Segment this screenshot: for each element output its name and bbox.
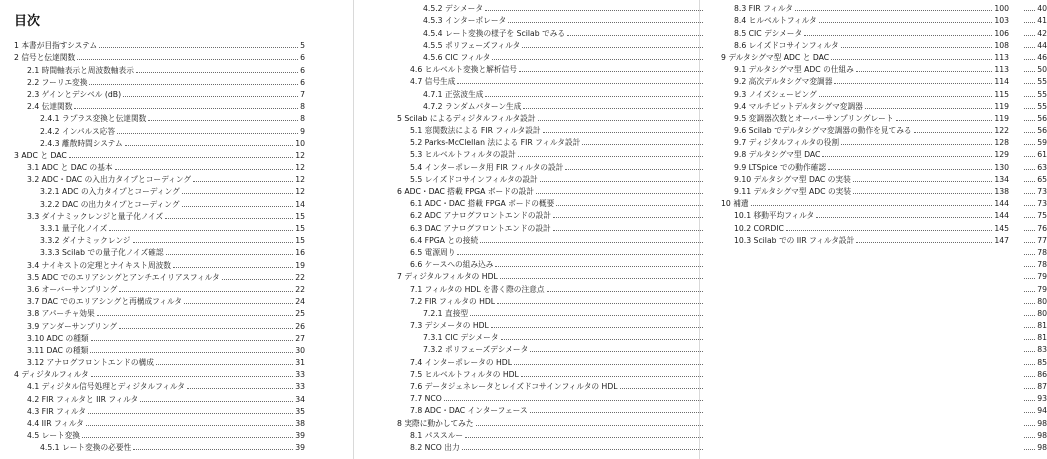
toc-entry-label: 4.5.4 レート変換の様子を Scilab でみる [423, 28, 566, 38]
toc-entry-label: 9.10 デルタシグマ型 DAC の実装 [734, 174, 851, 184]
toc-page-number: 27 [295, 333, 305, 343]
toc-entry-label: 9.7 ディジタルフィルタの役割 [734, 138, 840, 148]
toc-dot-leader [133, 449, 293, 450]
toc-entry-label: 5.4 インターポレータ用 FIR フィルタの設計 [410, 162, 564, 172]
toc-section-entry[interactable] [14, 306, 305, 318]
toc-dot-leader [90, 352, 293, 353]
toc-dot-leader [156, 364, 293, 365]
toc-dot-leader [182, 206, 294, 207]
toc-section-entry[interactable] [14, 416, 305, 428]
toc-dot-leader [804, 35, 992, 36]
toc-dot-leader [831, 59, 992, 60]
toc-page-number: 39 [295, 443, 305, 453]
toc-section-entry[interactable] [14, 99, 305, 111]
toc-entry-label: 7.4 インターポレータの HDL [410, 357, 512, 367]
toc-section-entry[interactable] [14, 221, 305, 233]
toc-page-number: 79 [1037, 284, 1047, 294]
toc-page-number: 79 [1037, 272, 1047, 282]
toc-entry-label: 10.1 移動平均フィルタ [734, 211, 815, 221]
toc-section-entry[interactable] [14, 282, 305, 294]
toc-dot-leader [819, 22, 993, 23]
toc-section-entry[interactable] [14, 294, 305, 306]
toc-entry-label: 4.5.5 ポリフェーズフィルタ [423, 40, 521, 50]
toc-dot-leader [115, 169, 294, 170]
toc-page-number: 22 [295, 272, 305, 282]
toc-entry-label: 10.2 CORDIC [734, 223, 784, 233]
toc-entry-label: 2.3 ゲインとデシベル (dB) [27, 89, 122, 99]
toc-page-number: 145 [994, 223, 1009, 233]
toc-entry-label: 4.2 FIR フィルタと IIR フィルタ [27, 394, 139, 404]
toc-dot-leader [166, 254, 294, 255]
toc-page-number: 144 [994, 199, 1009, 209]
toc-chapter-entry[interactable] [721, 196, 1009, 208]
toc-page-number: 100 [994, 4, 1009, 14]
toc-dot-leader [182, 193, 293, 194]
toc-entry-label: 9.2 高次デルタシグマ変調器 [734, 77, 833, 87]
toc-entry-label: 9.8 デルタシグマ型 DAC [734, 150, 821, 160]
toc-entry-label: 4.4 IIR フィルタ [27, 419, 84, 428]
toc-page-number: 80 [1037, 296, 1047, 306]
toc-page-number: 81 [1037, 321, 1047, 331]
toc-entry-label: 2.2 フーリエ変換 [27, 77, 88, 87]
toc-entry-label: 10 補遺 [721, 199, 749, 209]
toc-section-entry[interactable] [14, 331, 305, 343]
toc-dot-leader [109, 230, 293, 231]
toc-entry-label: 9.3 ノイズシェーピング [734, 89, 817, 99]
toc-entry-label: 9.4 マルチビットデルタシグマ変調器 [734, 101, 863, 111]
toc-section-entry[interactable] [14, 257, 305, 269]
toc-page-number: 16 [295, 248, 305, 258]
toc-page-number: 26 [295, 321, 305, 331]
toc-dot-leader [828, 169, 992, 170]
toc-list-page-3 [721, 1, 1009, 245]
toc-section-entry[interactable] [14, 318, 305, 330]
toc-entry-label: 7.2 FIR フィルタの HDL [410, 296, 496, 306]
toc-section-entry[interactable] [14, 391, 305, 403]
toc-page-number: 59 [1037, 138, 1047, 148]
toc-dot-leader [841, 47, 993, 48]
toc-page-number: 61 [1037, 150, 1047, 160]
toc-section-entry[interactable] [14, 160, 305, 172]
toc-dot-leader [819, 96, 993, 97]
toc-page-number: 33 [295, 370, 305, 380]
toc-dot-leader [914, 132, 993, 133]
toc-entry-label: 7.3.1 CIC デシメータ [423, 333, 499, 343]
toc-page-number: 98 [1037, 418, 1047, 428]
toc-dot-leader [822, 156, 992, 157]
toc-dot-leader [74, 108, 298, 109]
toc-dot-leader [865, 108, 992, 109]
toc-dot-leader [133, 242, 294, 243]
toc-page-number: 31 [295, 358, 305, 368]
toc-page-3 [703, 0, 1024, 459]
toc-page-number: 6 [300, 53, 305, 63]
toc-page-number: 65 [1037, 174, 1047, 184]
toc-entry-label: 9.9 LTSpice での動作確認 [734, 162, 827, 172]
toc-page-1 [0, 0, 351, 459]
toc-page-number: 134 [994, 174, 1009, 184]
toc-dot-leader [136, 72, 298, 73]
toc-section-entry[interactable] [14, 245, 305, 257]
toc-entry-label: 2.4 伝達関数 [27, 102, 73, 112]
toc-page-number: 12 [295, 163, 305, 173]
toc-dot-leader [148, 120, 298, 121]
toc-dot-leader [795, 10, 992, 11]
toc-page-number: 55 [1037, 89, 1047, 99]
toc-page-number: 12 [295, 187, 305, 197]
toc-entry-label: 8.5 CIC デシメータ [734, 28, 803, 38]
toc-chapter-entry[interactable] [14, 50, 305, 62]
toc-dot-leader [140, 401, 293, 402]
toc-page-number: 15 [295, 224, 305, 233]
toc-entry-label: 6.2 ADC アナログフロントエンドの設計 [410, 211, 551, 221]
toc-entry-label: 8.1 パススルー [410, 430, 464, 440]
toc-page-number: 35 [295, 406, 305, 416]
toc-entry-label: 7.1 フィルタの HDL を書く際の注意点 [410, 284, 545, 294]
toc-section-entry[interactable] [721, 220, 1009, 232]
toc-entry-label: 5.1 窓関数法による FIR フィルタ設計 [410, 126, 541, 136]
toc-page-number: 80 [1037, 308, 1047, 318]
toc-entry-label: 9.11 デルタシグマ型 ADC の実装 [734, 187, 852, 196]
toc-dot-leader [86, 425, 293, 426]
page-divider [699, 0, 700, 459]
toc-dot-leader [187, 388, 293, 389]
toc-section-entry[interactable] [14, 75, 305, 87]
toc-chapter-entry[interactable] [14, 148, 305, 160]
toc-section-entry[interactable] [721, 123, 1009, 135]
toc-entry-label: 3.7 DAC でのエリアシングと再構成フィルタ [27, 297, 182, 307]
toc-entry-label: 3.3 ダイナミックレンジと量子化ノイズ [27, 211, 164, 221]
toc-section-entry[interactable] [14, 270, 305, 282]
toc-entry-label: 3.4 ナイキストの定理とナイキスト周波数 [27, 260, 171, 270]
toc-dot-leader [222, 279, 293, 280]
toc-page-number: 19 [295, 260, 305, 270]
toc-section-entry[interactable] [14, 233, 305, 245]
toc-section-entry[interactable] [14, 136, 305, 148]
toc-entry-label: 9.5 変調器次数とオーバーサンプリングレート [734, 113, 894, 123]
toc-section-entry[interactable] [14, 172, 305, 184]
toc-entry-label: 8 実際に動かしてみた [397, 418, 474, 428]
toc-dot-leader [856, 71, 992, 72]
toc-entry-label: 6.6 ケースへの組み込み [410, 260, 494, 270]
toc-entry-label: 3.11 DAC の種類 [27, 345, 89, 355]
toc-dot-leader [117, 133, 298, 134]
toc-entry-label: 4.3 FIR フィルタ [27, 406, 86, 416]
toc-entry-label: 4.6 ヒルベルト変換と解析信号 [410, 65, 517, 75]
toc-entry-label: 6.5 電源周り [410, 247, 456, 257]
toc-dot-leader [165, 218, 293, 219]
toc-entry-label: 1 本書が目指すシステム [14, 41, 98, 51]
toc-page-number: 128 [994, 138, 1009, 148]
toc-entry-label: 3.8 アパーチャ効果 [27, 309, 95, 319]
toc-entry-label: 5.5 レイズドコサインフィルタの設計 [410, 174, 538, 184]
page-divider [353, 0, 354, 459]
toc-page-number: 144 [994, 211, 1009, 221]
toc-entry-label: 5.3 ヒルベルトフィルタの設計 [410, 150, 516, 160]
toc-entry-label: 3.6 オーバーサンプリング [27, 284, 118, 294]
toc-page-number: 63 [1037, 162, 1047, 172]
toc-dot-leader [853, 193, 992, 194]
toc-page-number: 75 [1037, 211, 1047, 221]
toc-page-number: 10 [295, 138, 305, 148]
toc-page-number: 77 [1037, 235, 1047, 245]
toc-chapter-entry[interactable] [14, 38, 305, 50]
toc-page-number: 106 [994, 28, 1009, 38]
toc-page-number: 108 [994, 40, 1009, 50]
toc-dot-leader [91, 376, 294, 377]
toc-page-number: 25 [295, 309, 305, 319]
toc-entry-label: 4.7.2 ランダムパターン生成 [423, 101, 522, 111]
toc-page-number: 12 [295, 150, 305, 160]
toc-entry-label: 3.3.1 量子化ノイズ [40, 224, 108, 233]
toc-entry-label: 8.3 FIR フィルタ [734, 4, 793, 14]
toc-page-number: 122 [994, 126, 1009, 136]
toc-section-entry[interactable] [721, 135, 1009, 147]
toc-entry-label: 8.2 NCO 出力 [410, 442, 460, 452]
toc-dot-leader [834, 83, 992, 84]
toc-page-number: 15 [295, 236, 305, 246]
toc-page-number: 8 [300, 102, 305, 112]
toc-entry-label: 3 ADC と DAC [14, 150, 67, 160]
toc-entry-label: 4.5.1 レート変換の必要性 [40, 443, 132, 453]
toc-page-number: 73 [1037, 199, 1047, 209]
toc-section-entry[interactable] [14, 62, 305, 74]
toc-dot-leader [91, 340, 294, 341]
toc-page-number: 81 [1037, 333, 1047, 343]
toc-dot-leader [816, 217, 992, 218]
toc-page-number: 98 [1037, 442, 1047, 452]
toc-section-entry[interactable] [721, 99, 1009, 111]
toc-page-number: 6 [300, 65, 305, 75]
toc-section-entry[interactable] [14, 440, 305, 452]
toc-entry-label: 3.3.3 Scilab での量子化ノイズ確認 [40, 248, 164, 258]
toc-page-number: 129 [994, 150, 1009, 160]
toc-dot-leader [123, 96, 298, 97]
toc-section-entry[interactable] [14, 111, 305, 123]
toc-entry-label: 4.7.1 正弦波生成 [423, 89, 484, 99]
toc-dot-leader [173, 267, 293, 268]
toc-chapter-entry[interactable] [14, 367, 305, 379]
toc-page-number: 8 [300, 114, 305, 124]
toc-entry-label: 8.4 ヒルベルトフィルタ [734, 16, 817, 26]
toc-page-number: 147 [994, 235, 1009, 245]
toc-page-number: 56 [1037, 113, 1047, 123]
toc-entry-label: 4.5.6 CIC フィルタ [423, 52, 491, 62]
toc-entry-label: 6 ADC・DAC 搭載 FPGA ボードの設計 [397, 187, 534, 196]
toc-section-entry[interactable] [721, 74, 1009, 86]
toc-section-entry[interactable] [721, 111, 1009, 123]
toc-page-number: 30 [295, 345, 305, 355]
toc-entry-label: 5 Scilab によるディジタルフィルタ設計 [397, 113, 536, 123]
toc-page-number: 33 [295, 382, 305, 392]
toc-entry-label: 6.4 FPGA との接続 [410, 235, 479, 245]
toc-entry-label: 6.1 ADC・DAC 搭載 FPGA ボードの概要 [410, 199, 555, 209]
toc-page-number: 73 [1037, 187, 1047, 196]
toc-section-entry[interactable] [14, 379, 305, 391]
toc-dot-leader [125, 145, 293, 146]
toc-entry-label: 7.6 データジェネレータとレイズドコサインフィルタの HDL [410, 382, 618, 391]
toc-entry-label: 3.10 ADC の種類 [27, 333, 89, 343]
toc-page-number: 6 [300, 77, 305, 87]
toc-page-number: 34 [295, 394, 305, 404]
toc-section-entry[interactable] [14, 196, 305, 208]
toc-dot-leader [88, 413, 293, 414]
toc-section-entry[interactable] [721, 172, 1009, 184]
toc-entry-label: 3.12 アナログフロントエンドの構成 [27, 358, 154, 368]
toc-list-page-1 [14, 38, 305, 452]
toc-page-number: 44 [1037, 40, 1047, 50]
toc-section-entry[interactable] [721, 233, 1009, 245]
toc-entry-label: 3.2 ADC・DAC の入出力タイプとコーディング [27, 175, 192, 185]
toc-dot-leader [184, 303, 293, 304]
toc-section-entry[interactable] [721, 208, 1009, 220]
toc-page-number: 39 [295, 431, 305, 441]
toc-entry-label: 7.3 デシメータの HDL [410, 321, 489, 331]
toc-entry-label: 3.5 ADC でのエリアシングとアンチエイリアスフィルタ [27, 272, 220, 282]
toc-dot-leader [896, 120, 993, 121]
toc-page-number: 94 [1037, 406, 1047, 416]
toc-page-number: 12 [295, 175, 305, 185]
toc-page-number: 85 [1037, 357, 1047, 367]
toc-dot-leader [853, 181, 993, 182]
toc-page-number: 93 [1037, 394, 1047, 404]
toc-section-entry[interactable] [14, 123, 305, 135]
toc-dot-leader [786, 230, 992, 231]
toc-entry-label: 3.3.2 ダイナミックレンジ [40, 236, 131, 246]
toc-dot-leader [77, 59, 298, 60]
toc-section-entry[interactable] [14, 355, 305, 367]
toc-entry-label: 4.5 レート変換 [27, 431, 81, 441]
toc-dot-leader [841, 144, 992, 145]
toc-entry-label: 4.5.2 デシメータ [423, 4, 484, 14]
toc-page-number: 46 [1037, 52, 1047, 62]
toc-dot-leader [751, 205, 993, 206]
toc-chapter-entry[interactable] [721, 50, 1009, 62]
toc-entry-label: 4.1 ディジタル信号処理とディジタルフィルタ [27, 382, 185, 392]
toc-entry-label: 8.6 レイズドコサインフィルタ [734, 40, 839, 50]
toc-page-number: 113 [994, 52, 1009, 62]
toc-page-number: 14 [295, 199, 305, 209]
toc-entry-label: 5.2 Parks-McClellan 法による FIR フィルタ設計 [410, 138, 581, 148]
toc-page-number: 9 [300, 126, 305, 136]
toc-dot-leader [119, 291, 293, 292]
toc-entry-label: 9 デルタシグマ型 ADC と DAC [721, 52, 830, 62]
toc-page-number: 55 [1037, 77, 1047, 87]
toc-section-entry[interactable] [14, 343, 305, 355]
toc-page-number: 24 [295, 297, 305, 307]
toc-section-entry[interactable] [14, 428, 305, 440]
toc-entry-label: 2.4.1 ラプラス変換と伝達関数 [40, 114, 147, 124]
toc-page-number: 86 [1037, 369, 1047, 379]
toc-entry-label: 6.3 DAC アナログフロントエンドの設計 [410, 223, 551, 233]
toc-section-entry[interactable] [14, 209, 305, 221]
toc-section-entry[interactable] [721, 147, 1009, 159]
toc-section-entry[interactable] [14, 87, 305, 99]
toc-title: 目次 [14, 14, 41, 29]
toc-dot-leader [69, 157, 293, 158]
toc-page-number: 98 [1037, 430, 1047, 440]
toc-entry-label: 2.1 時間軸表示と周波数軸表示 [27, 65, 134, 75]
toc-page-number: 7 [300, 89, 305, 99]
toc-page-number: 41 [1037, 16, 1047, 26]
toc-entry-label: 7 ディジタルフィルタの HDL [397, 272, 498, 282]
toc-page-number: 114 [994, 77, 1009, 87]
toc-page-number: 138 [994, 187, 1009, 196]
toc-page-number: 5 [300, 41, 305, 51]
toc-entry-label: 10.3 Scilab での IIR フィルタ設計 [734, 235, 855, 245]
toc-entry-label: 4.5.3 インターポレータ [423, 16, 507, 26]
toc-dot-leader [193, 181, 293, 182]
toc-section-entry[interactable] [721, 38, 1009, 50]
toc-dot-leader [89, 84, 298, 85]
toc-section-entry[interactable] [721, 13, 1009, 25]
toc-entry-label: 9.6 Scilab でデルタシグマ変調器の動作を見てみる [734, 126, 912, 136]
toc-page-number: 78 [1037, 247, 1047, 257]
toc-entry-label: 7.7 NCO [410, 394, 442, 404]
toc-section-entry[interactable] [721, 25, 1009, 37]
toc-page-number: 38 [295, 419, 305, 428]
toc-entry-label: 2 信号と伝達関数 [14, 53, 76, 63]
toc-page-number: 15 [295, 211, 305, 221]
toc-section-entry[interactable] [721, 86, 1009, 98]
toc-entry-label: 3.2.2 DAC の出力タイプとコーディング [40, 199, 180, 209]
toc-page-number: 113 [994, 65, 1009, 75]
toc-entry-label: 4.7 信号生成 [410, 77, 456, 87]
toc-page-number: 103 [994, 16, 1009, 26]
toc-page-number: 115 [994, 89, 1009, 99]
toc-page-number: 76 [1037, 223, 1047, 233]
toc-page-number: 83 [1037, 345, 1047, 355]
toc-page-number: 119 [994, 113, 1009, 123]
toc-page-number: 50 [1037, 65, 1047, 75]
toc-entry-label: 7.2.1 直接型 [423, 308, 469, 318]
toc-dot-leader [99, 47, 298, 48]
toc-section-entry[interactable] [721, 1, 1009, 13]
toc-dot-leader [119, 328, 293, 329]
toc-page-number: 42 [1037, 28, 1047, 38]
toc-page-number: 22 [295, 284, 305, 294]
toc-section-entry[interactable] [14, 184, 305, 196]
toc-entry-label: 2.4.2 インパルス応答 [40, 126, 116, 136]
toc-section-entry[interactable] [721, 62, 1009, 74]
toc-entry-label: 9.1 デルタシグマ型 ADC の仕組み [734, 65, 854, 75]
toc-section-entry[interactable] [721, 159, 1009, 171]
toc-section-entry[interactable] [721, 184, 1009, 196]
toc-dot-leader [97, 315, 294, 316]
toc-page-number: 56 [1037, 126, 1047, 136]
toc-entry-label: 7.5 ヒルベルトフィルタの HDL [410, 369, 519, 379]
toc-page-number: 55 [1037, 101, 1047, 111]
toc-entry-label: 3.1 ADC と DAC の基本 [27, 163, 113, 173]
toc-entry-label: 7.3.2 ポリフェーズデシメータ [423, 345, 529, 355]
toc-page-number: 40 [1037, 4, 1047, 14]
toc-entry-label: 4 ディジタルフィルタ [14, 370, 89, 380]
toc-section-entry[interactable] [14, 404, 305, 416]
toc-dot-leader [82, 437, 293, 438]
toc-entry-label: 2.4.3 離散時間システム [40, 138, 123, 148]
toc-page-number: 119 [994, 101, 1009, 111]
toc-entry-label: 3.2.1 ADC の入力タイプとコーディング [40, 187, 180, 197]
toc-page-number: 87 [1037, 382, 1047, 391]
toc-page-number: 130 [994, 162, 1009, 172]
toc-entry-label: 3.9 アンダーサンプリング [27, 321, 118, 331]
toc-entry-label: 7.8 ADC・DAC インターフェース [410, 406, 528, 416]
toc-page-number: 78 [1037, 260, 1047, 270]
toc-dot-leader [856, 242, 992, 243]
